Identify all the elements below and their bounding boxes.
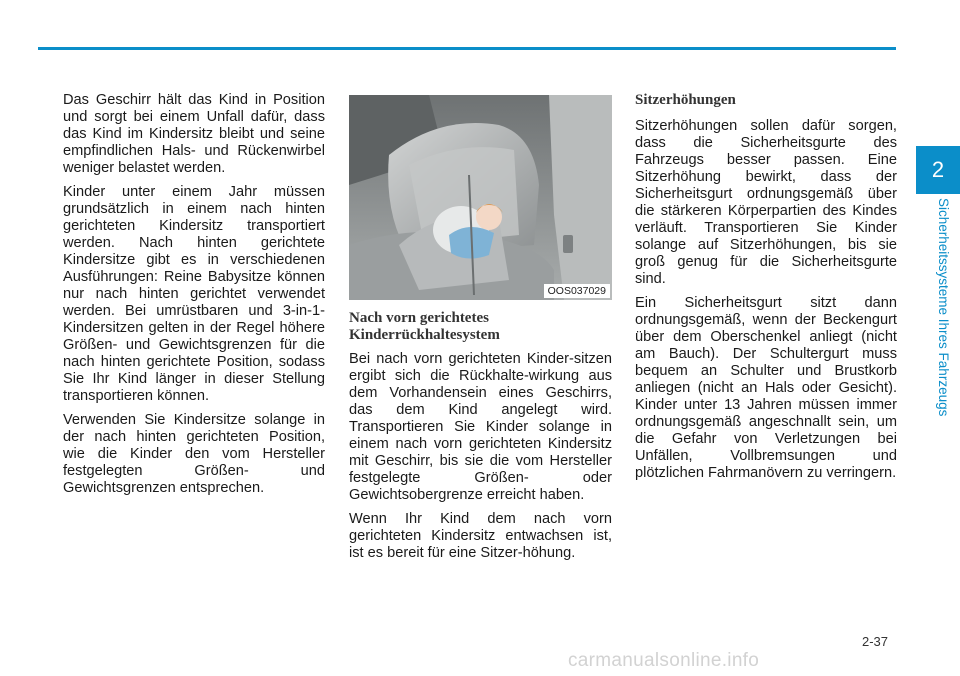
paragraph: Kinder unter einem Jahr müssen grundsätzlich in einem nach hinten gerichteten Kindersitz transportiert werden. Nach hinten gerichtete Kindersitze gibt es in verschiedenen Ausführungen: Reine Babysitze können nur nach hinten gerichtet verwendet werden. Bei umrüstbaren und 3-in-1-Kindersitzen gelten in der Regel höhere Größen- und Gewichtsgrenzen für die nach hinten gerichtete Position, sodass Sie Ihr Kind länger in dieser Stellung transportieren können. xyxy=(63,184,325,404)
paragraph: Verwenden Sie Kindersitze solange in der nach hinten gerichteten Position, wie die Kinder den vom Hersteller festgelegten Größen- und Gewichtsgrenzen entsprechen. xyxy=(63,412,325,496)
page-number: 2-37 xyxy=(862,634,889,649)
column-3 xyxy=(635,92,897,489)
chapter-tab: 2 xyxy=(916,146,960,194)
paragraph: Ein Sicherheitsgurt sitzt dann ordnungsgemäß, wenn der Beckengurt über dem Oberschenkel anliegt (nicht am Bauch). Der Schultergurt muss bequem an Schulter und Brustkorb anliegen (nicht an Hals oder Gesicht). Kinder unter 13 Jahren müssen immer ordnungsgemäß angeschnallt sein, um die Gefahr von Verletzungen bei Unfällen, Vollbremsungen und plötzlichen Fahrmanövern zu verringern. xyxy=(635,295,897,481)
chapter-title: Sicherheitssysteme Ihres Fahrzeugs xyxy=(936,198,951,417)
child-seat-illustration xyxy=(349,95,612,300)
paragraph: Wenn Ihr Kind dem nach vorn gerichteten Kindersitz entwachsen ist, ist es bereit für eine Sitzer-höhung. xyxy=(349,511,612,561)
header-rule xyxy=(38,47,896,50)
car-rear-seat-image xyxy=(349,95,612,300)
paragraph: Sitzerhöhungen sollen dafür sorgen, dass die Sicherheitsgurte des Fahrzeugs besser passen. Eine Sitzerhöhung bewirkt, dass der Sicherheitsgurt ordnungsgemäß über die stärkeren Körperpartien des Kindes verläuft. Transportieren Sie Kinder solange auf Sitzerhöhungen, bis sie groß genug für die Sicherheitsgurte sind. xyxy=(635,118,897,287)
paragraph: Bei nach vorn gerichteten Kinder-sitzen ergibt sich die Rückhalte-wirkung aus dem Vorhandensein eines Geschirrs, das dem Kind angelegt wird. Transportieren Sie Kinder solange in einem nach vorn gerichteten Kindersitz mit Geschirr, bis sie die vom Hersteller festgelegte Größen- oder Gewichtsobergrenze erreicht haben. xyxy=(349,351,612,503)
column-2 xyxy=(349,95,612,569)
column-1 xyxy=(63,92,325,504)
section-heading: Sitzerhöhungen xyxy=(635,92,736,108)
paragraph: Das Geschirr hält das Kind in Position und sorgt bei einem Unfall dafür, dass das Kind im Kindersitz bleibt und seine empfindlichen Hals- und Rückenwirbel weniger belastet werden. xyxy=(63,92,325,176)
section-heading: Nach vorn gerichtetes Kinderrückhaltesystem xyxy=(349,310,500,343)
watermark: carmanualsonline.info xyxy=(568,650,760,671)
figure-code: OOS037029 xyxy=(544,284,610,298)
